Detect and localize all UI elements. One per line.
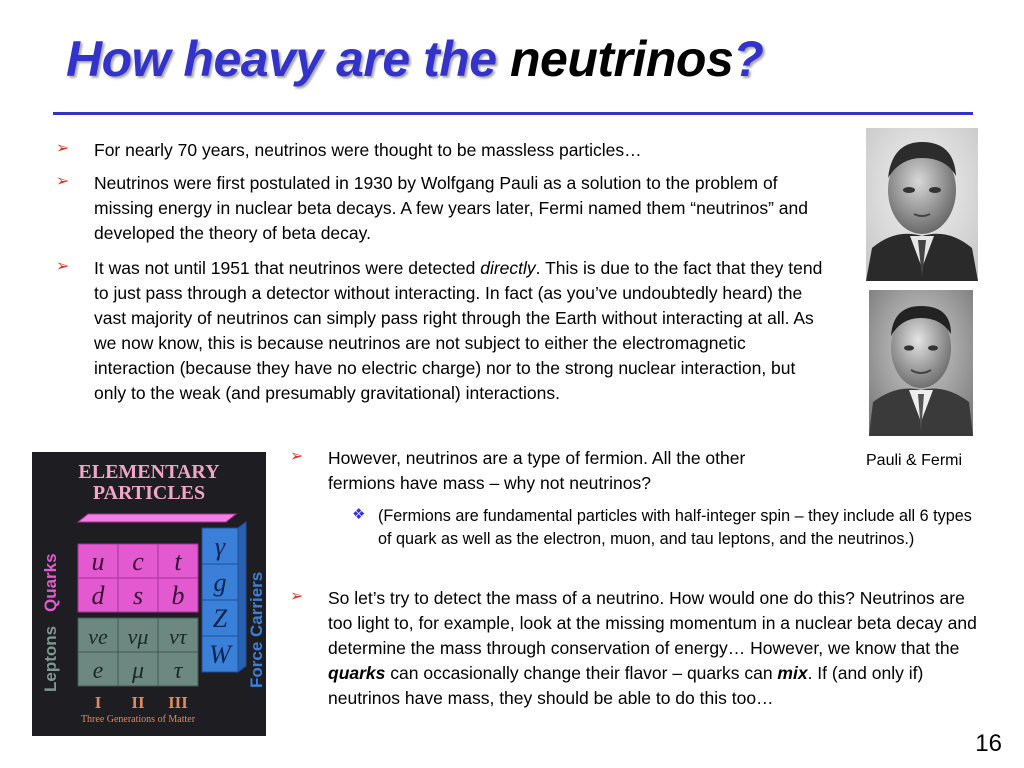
quark-t: t (174, 547, 182, 576)
generation-2: II (131, 693, 145, 712)
generations-footer: Three Generations of Matter (80, 714, 196, 725)
quark-b: b (171, 581, 185, 610)
bullet-5-post: . If (and only if) neutrinos have mass, they should be able to do this too… (328, 663, 924, 708)
force-carriers-label: Force Carriers (247, 571, 266, 688)
elementary-particles-graphic (32, 452, 266, 736)
title-part-1: How heavy are the (66, 31, 510, 87)
slide-title (66, 30, 763, 88)
force-w: W (209, 640, 231, 669)
lepton-mu: μ (131, 658, 145, 684)
quark-d: d (91, 581, 105, 610)
arrow-bullet-icon: ➢ (290, 586, 304, 605)
quark-c: c (132, 547, 144, 576)
arrow-bullet-icon: ➢ (56, 171, 70, 190)
title-part-2: neutrinos (509, 31, 734, 87)
generation-3: III (168, 693, 188, 712)
arrow-bullet-icon: ➢ (290, 446, 304, 465)
photo-caption: Pauli & Fermi (866, 452, 963, 469)
title-underline (53, 112, 973, 115)
title-part-3: ? (733, 31, 764, 87)
bullet-4-text: However, neutrinos are a type of fermion. All the other fermions have mass – why not neutrinos? (328, 448, 746, 493)
bullet-5-mid: can occasionally change their flavor – quarks can (385, 663, 778, 683)
slide-number: 16 (975, 730, 1002, 757)
bullet-5-quarks: quarks (328, 663, 386, 683)
lepton-nu-tau: ντ (169, 624, 187, 649)
poster-title-line-1: ELEMENTARY (78, 461, 220, 483)
bullet-3-text (56, 256, 826, 406)
force-z: Z (212, 604, 228, 633)
quark-u: u (91, 547, 105, 576)
bullet-2 (56, 171, 826, 246)
bullet-2-text: Neutrinos were first postulated in 1930 by Wolfgang Pauli as a solution to the problem of missing energy in nuclear beta decays. A few years later, Fermi named them “neutrinos” and developed the theory of beta decay. (94, 173, 808, 243)
poster-title-line-2: PARTICLES (92, 482, 206, 504)
bullet-5-pre: So let’s try to detect the mass of a neutrino. How would one do this? Neutrinos are too light to, for example, look at the missing momentum in a nuclear beta decay and determine the mass through conservation of energy… However, we know that the (328, 588, 977, 658)
bullet-4 (290, 446, 810, 496)
bullet-5 (290, 586, 990, 711)
generation-1: I (94, 693, 102, 712)
bullet-5-mix: mix (777, 663, 808, 683)
bullet-3 (56, 256, 826, 406)
arrow-bullet-icon: ➢ (56, 256, 70, 275)
force-gamma: γ (214, 532, 226, 561)
leptons-label: Leptons (41, 625, 60, 692)
lepton-tau: τ (173, 658, 183, 684)
lepton-nu-mu: νμ (127, 624, 149, 649)
bullet-3-post: . This is due to the fact that they tend to just pass through a detector without interacting. In fact (as you’ve undoubtedly heard) the vast majority of neutrinos can simply pass right through the Earth without interacting at all. As we now know, this is because neutrinos are not subject to either the electromagnetic interaction (because they have no electric charge) nor to the strong nuclear interaction, but only to the weak (and presumably gravitational) interactions. (94, 258, 823, 403)
quarks-label: Quarks (41, 553, 60, 612)
bullet-5-text (290, 586, 990, 711)
sub-bullet-text: (Fermions are fundamental particles with half-integer spin – they include all 6 types of quark as well as the electron, muon, and tau leptons, and the neutrinos.) (378, 507, 972, 548)
diamond-bullet-icon: ❖ (352, 505, 366, 523)
lepton-e: e (92, 658, 104, 684)
bullet-1 (56, 138, 776, 163)
bullet-1-text: For nearly 70 years, neutrinos were thought to be massless particles… (94, 140, 642, 160)
fermi-portrait-image (869, 290, 973, 436)
force-gluon: g (213, 568, 227, 597)
arrow-bullet-icon: ➢ (56, 138, 70, 157)
elementary-particles-poster (32, 452, 266, 736)
pauli-portrait-image (866, 128, 978, 281)
lepton-nu-e: νe (88, 624, 108, 649)
quark-s: s (132, 581, 144, 610)
bullet-3-emphasis: directly (480, 258, 536, 278)
fermi-photo (869, 290, 973, 436)
sub-bullet-fermions (352, 505, 977, 550)
pauli-photo (866, 128, 978, 281)
bullet-3-pre: It was not until 1951 that neutrinos were detected (94, 258, 481, 278)
